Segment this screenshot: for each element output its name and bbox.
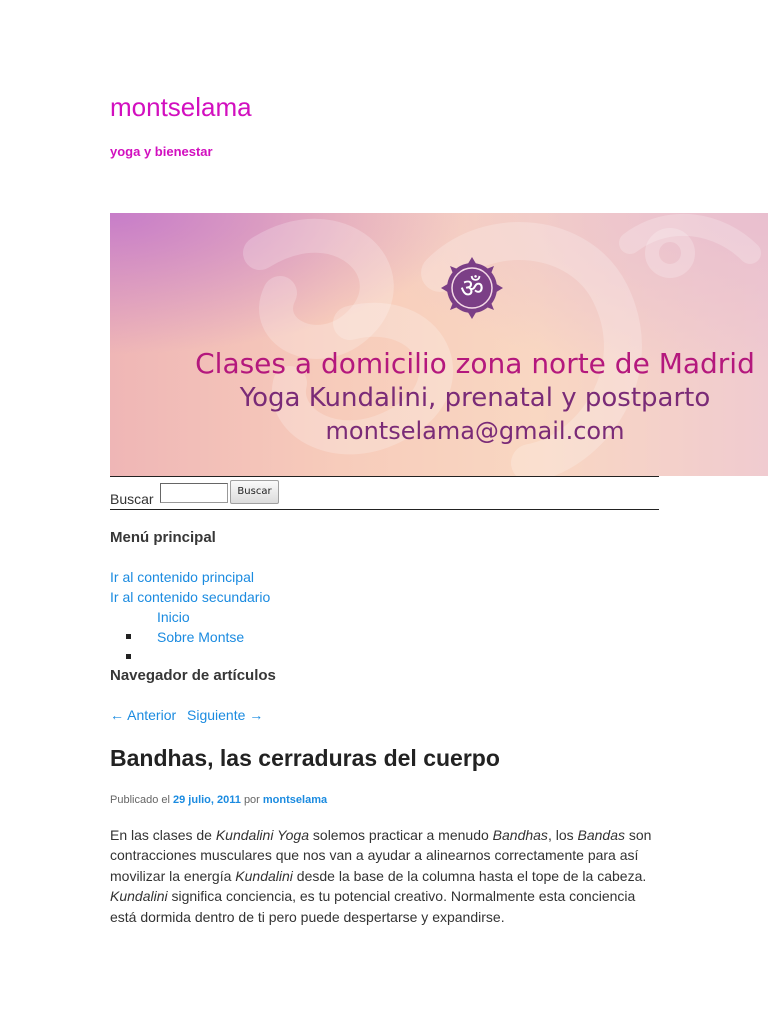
- om-icon: [437, 253, 507, 323]
- menu-item-sobre-montse[interactable]: Sobre Montse: [157, 629, 245, 645]
- bullet-icon: [126, 634, 131, 639]
- entry-meta: [110, 794, 327, 806]
- previous-post-link[interactable]: ← Anterior: [110, 707, 177, 723]
- menu-item-inicio[interactable]: Inicio: [157, 609, 190, 625]
- skip-to-primary-link[interactable]: Ir al contenido principal: [110, 569, 254, 585]
- next-post-link[interactable]: Siguiente →: [187, 707, 264, 723]
- author-link[interactable]: montselama: [262, 794, 328, 806]
- search-form: [110, 476, 659, 510]
- post-nav-heading: Navegador de artículos: [110, 667, 276, 684]
- meta-by-label: por: [243, 794, 260, 806]
- banner-headline: Clases a domicilio zona norte de Madrid: [195, 347, 755, 380]
- post-title[interactable]: Bandhas, las cerraduras del cuerpo: [110, 745, 500, 771]
- post-date-link[interactable]: 29 julio, 2011: [173, 794, 241, 806]
- banner-subheadline: Yoga Kundalini, prenatal y postparto: [239, 383, 711, 413]
- meta-published-label: Publicado el: [110, 794, 170, 806]
- svg-text:ॐ: ॐ: [460, 274, 484, 304]
- header-banner[interactable]: [110, 213, 768, 476]
- site-description: yoga y bienestar: [110, 144, 213, 159]
- search-label: Buscar: [110, 491, 154, 507]
- search-input[interactable]: [160, 483, 228, 503]
- bullet-icon: [126, 654, 131, 659]
- main-menu-heading: Menú principal: [110, 529, 216, 546]
- banner-email: montselama@gmail.com: [325, 417, 625, 445]
- site-title[interactable]: montselama: [110, 92, 252, 122]
- post-content: En las clases de Kundalini Yoga solemos practicar a menudo Bandhas, los Bandas son contracciones musculares que nos van a ayudar a alinearnos correctamente para así movilizar la energía Kundalini desde la base de la columna hasta el tope de la cabeza. Kundalini significa conciencia, es tu potencial creativo. Normalmente esta conciencia está dormida dentro de ti pero puede despertarse y expandirse.: [110, 827, 652, 925]
- skip-to-secondary-link[interactable]: Ir al contenido secundario: [110, 589, 271, 605]
- search-button[interactable]: Buscar: [230, 480, 279, 504]
